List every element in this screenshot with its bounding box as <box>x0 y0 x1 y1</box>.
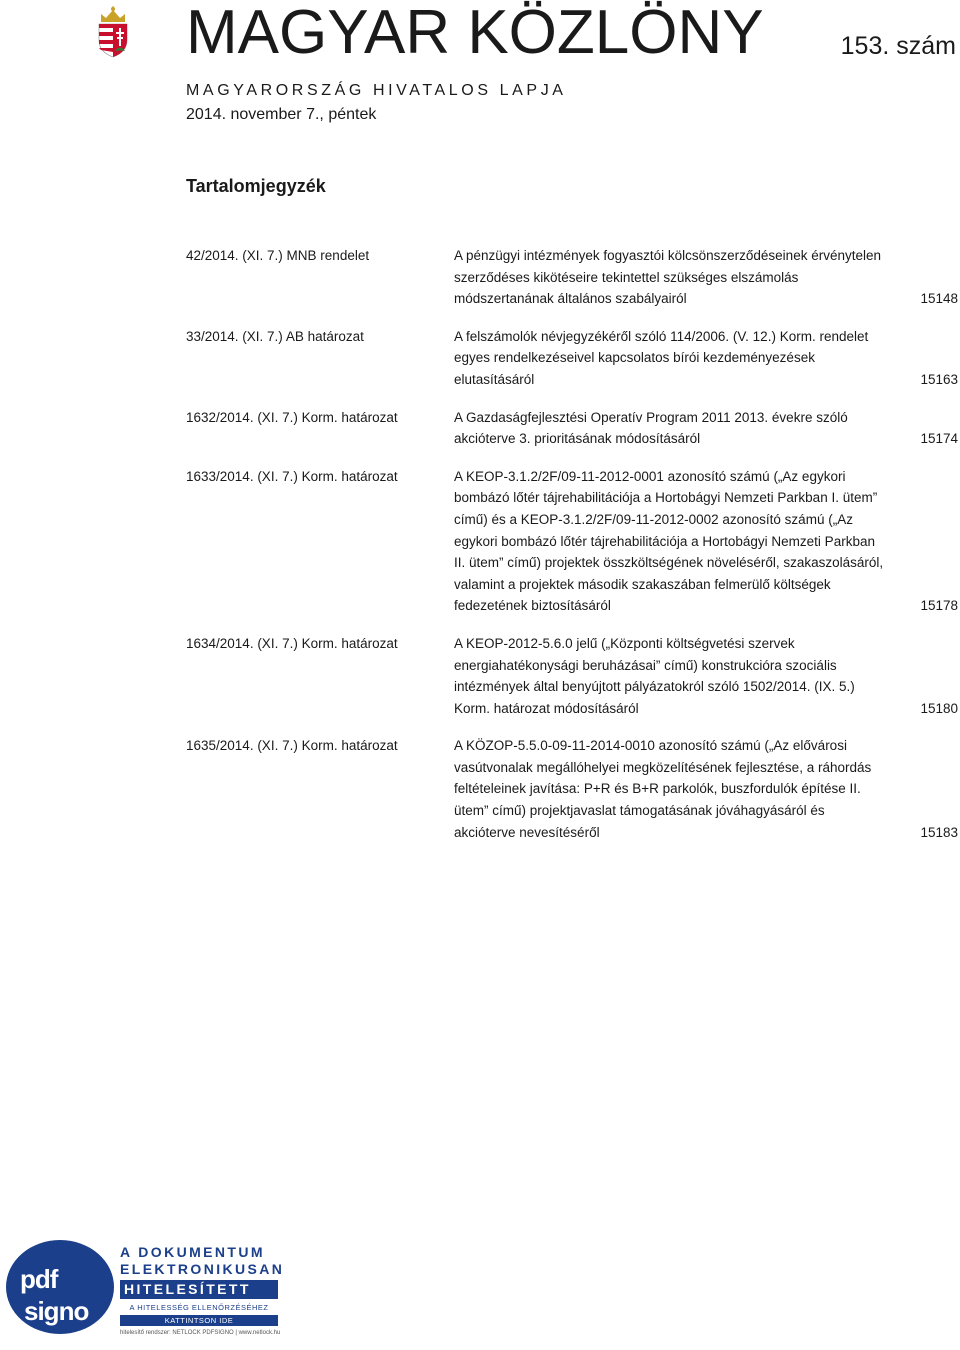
stamp-line3: HITELESÍTETT <box>120 1280 278 1299</box>
toc-entry-reference: 42/2014. (XI. 7.) MNB rendelet <box>186 248 370 263</box>
stamp-line4: A HITELESSÉG ELLENŐRZÉSÉHEZ <box>129 1303 269 1312</box>
pdfsigno-logo-icon <box>6 1240 114 1334</box>
toc-entry[interactable] <box>186 245 960 310</box>
toc-entry-page: 15174 <box>920 431 958 447</box>
stamp-line1: A DOKUMENTUM <box>120 1244 265 1260</box>
stamp-line6: hitelesítő rendszer: NETLOCK PDFSIGNO | www.netlock.hu <box>120 1330 281 1336</box>
toc-entry-description: A pénzügyi intézmények fogyasztói kölcsönszerződéseinek érvénytelen szerződéses kikötéseire tekintettel szükséges elszámolás módszertanának általános szabályairól <box>454 248 881 307</box>
toc-entry-description: A felszámolók névjegyzékéről szóló 114/2006. (V. 12.) Korm. rendelet egyes rendelkezéseivel kapcsolatos bírói kezdeményezések elutasításáról <box>454 328 869 387</box>
verification-stamp[interactable] <box>2 1228 285 1348</box>
toc-entry[interactable] <box>186 326 960 391</box>
publication-title: MAGYAR KÖZLÖNY <box>186 0 764 67</box>
stamp-line2: ELEKTRONIKUSAN <box>120 1261 285 1277</box>
toc-entry-description: A Gazdaságfejlesztési Operatív Program 2011 2013. évekre szóló akcióterve 3. prioritásának módosításáról <box>454 409 848 447</box>
table-of-contents <box>186 245 960 859</box>
toc-entry-description: A KEOP-2012-5.6.0 jelű („Központi költségvetési szervek energiahatékonysági beruházásai” című) konstrukcióra szociális intézmények által benyújtott pályázatokról szóló 1502/2014. (IX. 5.) Korm. határozat módosításáról <box>454 635 855 716</box>
publication-date: 2014. november 7., péntek <box>186 106 377 123</box>
toc-entry-reference: 1632/2014. (XI. 7.) Korm. határozat <box>186 409 398 425</box>
toc-entry-description: A KÖZOP-5.5.0-09-11-2014-0010 azonosító számú („Az elővárosi vasútvonalak megállóhelyei megközelítésének fejlesztése, a ráhordás feltételeinek javítása: P+R és B+R parkolók, buszfordulók építése II. ütem” című) projektjavaslat támogatásának jóváhagyásáról és akcióterve nevesítéséről <box>454 738 872 840</box>
toc-entry-page: 15183 <box>920 824 958 840</box>
verify-link[interactable]: KATTINTSON IDE <box>120 1315 278 1326</box>
toc-entry-description: A KEOP-3.1.2/2F/09-11-2012-0001 azonosító számú („Az egykori bombázó lőtér tájrehabilitációja a Hortobágyi Nemzeti Parkban I. ütem” című) és a KEOP-3.1.2/2F/09-11-2012-0002 azonosító számú („Az egykori bombázó lőtér tájrehabilitációja a Hortobágyi Nemzeti Parkban II. ütem” című) projektek összköltségének növeléséről, szakaszolásáról, valamint a projektek második szakaszában felmerülő költségek fedezetének biztosításáról <box>454 468 884 614</box>
toc-entry-page: 15180 <box>920 700 958 716</box>
toc-entry[interactable] <box>186 735 960 843</box>
toc-entry[interactable] <box>186 633 960 719</box>
publication-subtitle: MAGYARORSZÁG HIVATALOS LAPJA <box>186 82 567 99</box>
toc-entry-reference: 33/2014. (XI. 7.) AB határozat <box>186 328 364 344</box>
stamp-text-block <box>120 1244 285 1337</box>
toc-entry[interactable] <box>186 407 960 450</box>
issue-number: 153. szám <box>840 32 956 60</box>
toc-entry-reference: 1635/2014. (XI. 7.) Korm. határozat <box>186 738 398 754</box>
toc-heading: Tartalomjegyzék <box>186 176 326 196</box>
stamp-logo-line2: signo <box>24 1296 89 1326</box>
toc-entry-page: 15148 <box>920 291 958 307</box>
coat-of-arms-icon <box>96 6 130 58</box>
toc-entry-reference: 1634/2014. (XI. 7.) Korm. határozat <box>186 635 398 651</box>
toc-entry-page: 15178 <box>920 598 958 614</box>
toc-entry-page: 15163 <box>920 371 958 387</box>
toc-entry-reference: 1633/2014. (XI. 7.) Korm. határozat <box>186 468 398 484</box>
toc-entry[interactable] <box>186 466 960 617</box>
stamp-logo-line1: pdf <box>20 1264 58 1294</box>
